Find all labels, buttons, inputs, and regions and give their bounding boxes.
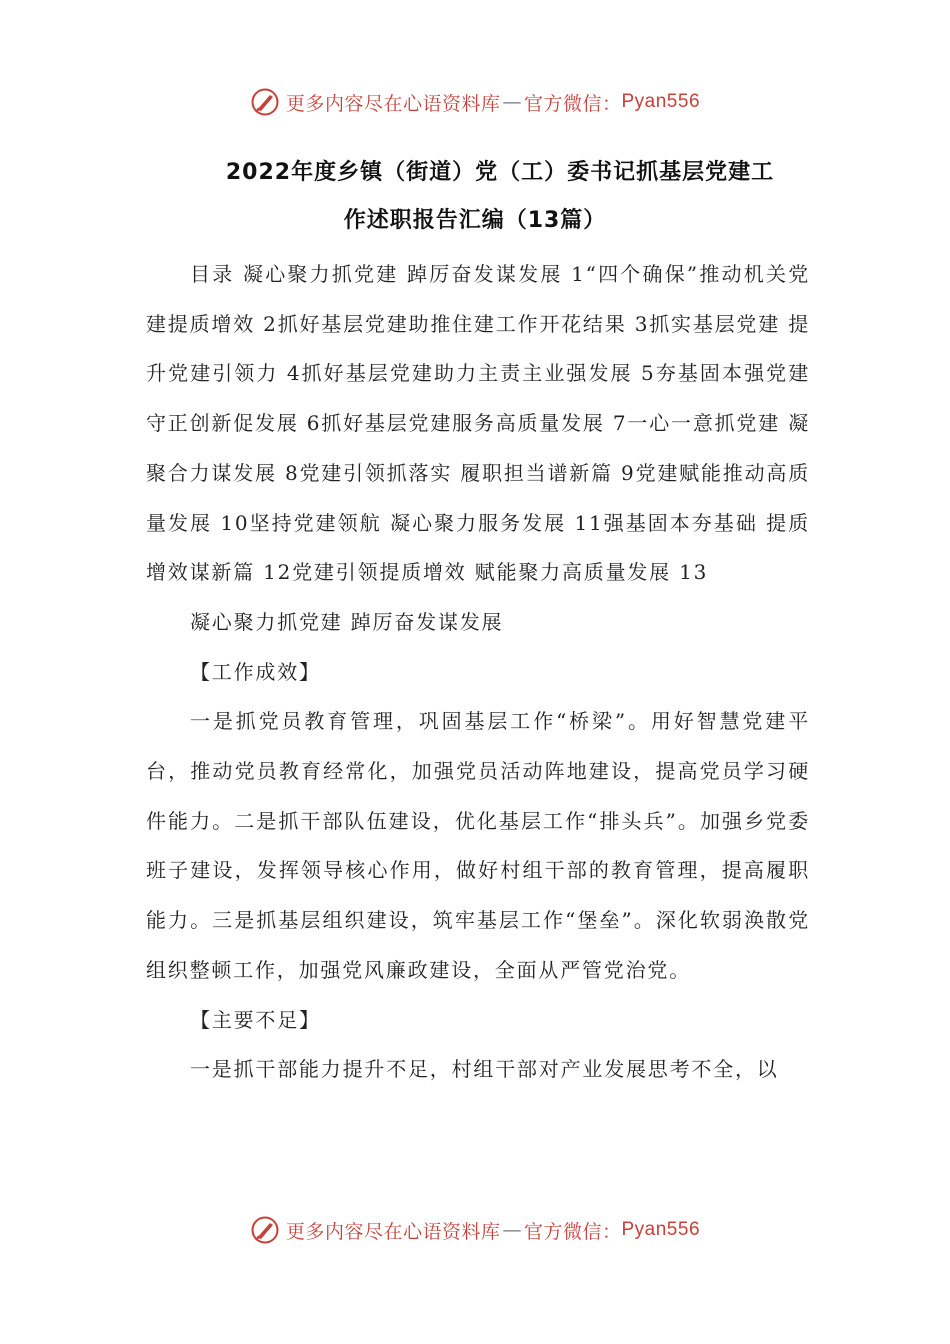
document-title-line2: 作述职报告汇编（13篇） [343, 208, 607, 233]
watermark-header [0, 82, 950, 122]
quill-pen-logo-icon [250, 87, 280, 117]
heading-achievements: 【工作成效】 [190, 659, 321, 684]
section-title: 凝心聚力抓党建 踔厉奋发谋发展 [190, 609, 504, 634]
watermark-official: 官方微信： [523, 92, 622, 115]
quill-pen-logo-icon [250, 1215, 280, 1245]
table-of-contents: 目录 凝心聚力抓党建 踔厉奋发谋发展 1“四个确保”推动机关党建提质增效 2抓好基层党建助推住建工作开花结果 3抓实基层党建 提升党建引领力 4抓好基层党建助力主责主业强发展 5夯基固本强党建 守正创新促发展 6抓好基层党建服务高质量发展 7一心一意抓党建 凝聚合力谋发展 8党建引领抓落实 履职担当谱新篇 9党建赋能推动高质量发展 10坚持党建领航 凝心聚力服务发展 11强基固本夯基础 提质增效谋新篇 12党建引领提质增效 赋能聚力高质量发展 13 [146, 262, 810, 585]
document-body [146, 250, 810, 1095]
heading-shortcomings: 【主要不足】 [190, 1007, 321, 1032]
document-title-line1: 2022年度乡镇（街道）党（工）委书记抓基层党建工 [225, 160, 775, 185]
paragraph-shortcomings: 一是抓干部能力提升不足，村组干部对产业发展思考不全，以 [190, 1057, 779, 1082]
watermark-wechat-id: Pyan556 [621, 91, 701, 112]
watermark-official: 官方微信： [523, 1220, 622, 1243]
paragraph-achievements: 一是抓党员教育管理，巩固基层工作“桥梁”。用好智慧党建平台，推动党员教育经常化，加强党员活动阵地建设，提高党员学习硬件能力。二是抓干部队伍建设，优化基层工作“排头兵”。加强乡党委班子建设，发挥领导核心作用，做好村组干部的教育管理，提高履职能力。三是抓基层组织建设，筑牢基层工作“堡垒”。深化软弱涣散党组织整顿工作，加强党风廉政建设，全面从严管党治党。 [146, 709, 810, 982]
watermark-text: 更多内容尽在心语资料库 [285, 1220, 501, 1243]
watermark-separator: — [502, 91, 522, 113]
watermark-wechat-id: Pyan556 [621, 1219, 701, 1240]
watermark-text: 更多内容尽在心语资料库 [285, 92, 501, 115]
watermark-footer [0, 1210, 950, 1250]
watermark-separator: — [502, 1219, 522, 1241]
